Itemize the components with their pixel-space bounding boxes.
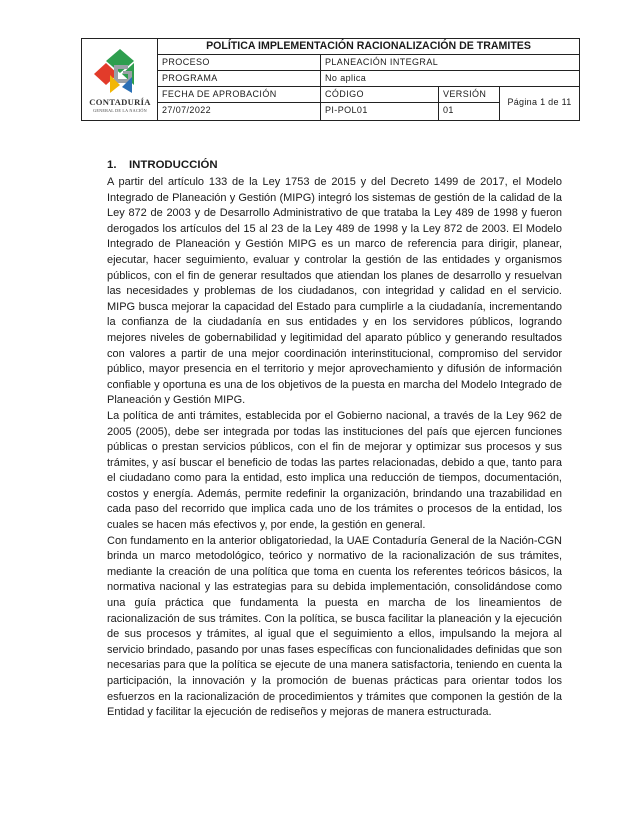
programa-label: PROGRAMA — [158, 71, 321, 87]
section-number: 1. — [107, 159, 117, 171]
codigo-value: PI-POL01 — [321, 103, 439, 120]
section-title: INTRODUCCIÓN — [129, 159, 218, 171]
proceso-label: PROCESO — [158, 55, 321, 71]
paragraph: Con fundamento en la anterior obligatoriedad, la UAE Contaduría General de la Nación-CGN brinda un marco metodológico, teórico y normativo de la racionalización de sus trámites, mediante la creación de una política que toma en cuenta los referentes teóricos básicos, la normativa nacional y las estrategias para su debida implementación, consolidándose como una guía práctica que fundamenta la puesta en marcha de los lineamientos de racionalización de sus trámites. Con la política, se busca facilitar la planeación y la ejecución de sus procesos y trámites, al igual que el seguimiento a ellos, impulsando la mejora al servicio brindado, pasando por unas fases específicas con funcionalidades definidas que son necesarias para que la política se ejecute de una manera satisfactoria, teniendo en cuenta la participación, la innovación y la promoción de buenas prácticas para orientar todos los esfuerzos en la racionalización de procedimientos y trámites que componen la gestión de la Entidad y facilitar la ejecución de rediseños y mejoras de manera estructurada. — [107, 534, 562, 719]
section-body — [107, 175, 562, 721]
paragraph: A partir del artículo 133 de la Ley 1753 de 2015 y del Decreto 1499 de 2017, el Modelo Integrado de Planeación y Gestión (MIPG) integró los sistemas de gestión de la calidad de la Ley 872 de 2003 y de Desarrollo Administrativo de que trataba la Ley 489 de 1998 y fueron derogados los artículos del 15 al 23 de la Ley 489 de 1998 y la Ley 872 de 2003. El Modelo Integrado de Planeación y Gestión MIPG es un marco de referencia para dirigir, planear, ejecutar, hacer seguimiento, evaluar y controlar la gestión de las entidades y organismos públicos, con el fin de generar resultados que atiendan los planes de desarrollo y resuelvan las necesidades y problemas de los ciudadanos, con integridad y calidad en el servicio. MIPG busca mejorar la capacidad del Estado para cumplirle a la ciudadanía, incrementando la confianza de la ciudadanía en sus entidades y en los servidores públicos, logrando mejores niveles de gobernabilidad y legitimidad del aparato público y generando resultados con valores a partir de una mejor coordinación interinstitucional, compromiso del servidor público, mayor presencia en el territorio y mejor aprovechamiento y difusión de información confiable y oportuna es una de los objetivos de la puesta en marcha del Modelo Integrado de Planeación y Gestión MIPG. — [107, 176, 562, 407]
document-header — [81, 38, 580, 121]
logo-subtitle: GENERAL DE LA NACIÓN — [93, 108, 147, 113]
proceso-value: PLANEACIÓN INTEGRAL — [321, 55, 579, 71]
page-number: Página 1 de 11 — [507, 97, 572, 107]
section-heading — [107, 158, 218, 172]
logo-cell — [82, 39, 158, 120]
document-title: POLÍTICA IMPLEMENTACIÓN RACIONALIZACIÓN DE TRAMITES — [158, 39, 579, 55]
version-value: 01 — [439, 103, 500, 120]
fecha-label: FECHA DE APROBACIÓN — [158, 87, 321, 103]
logo-wordmark: CONTADURÍA — [89, 97, 151, 107]
codigo-label: CÓDIGO — [321, 87, 439, 103]
paragraph: La política de anti trámites, establecida por el Gobierno nacional, a través de la Ley 962 de 2005 (2005), debe ser integrada por todas las instituciones del país que ejercen funciones públicas o prestan servicios públicos, con el fin de mejorar y optimizar sus procesos y sus trámites, y así buscar el beneficio de todas las partes relacionadas, debido a que, tanto para el ciudadano como para la entidad, esto implica una reducción de tiempos, documentación, costos y energía. Además, permite redefinir la organización, brindando una trazabilidad en cada paso del recorrido que implica cada uno de los trámites o procesos de la entidad, los cuales se hacen más efectivos y, por ende, la gestión en general. — [107, 409, 562, 532]
programa-value: No aplica — [321, 71, 579, 87]
version-label: VERSIÓN — [439, 87, 500, 103]
contaduria-logo-icon — [88, 47, 152, 97]
fecha-value: 27/07/2022 — [158, 103, 321, 120]
